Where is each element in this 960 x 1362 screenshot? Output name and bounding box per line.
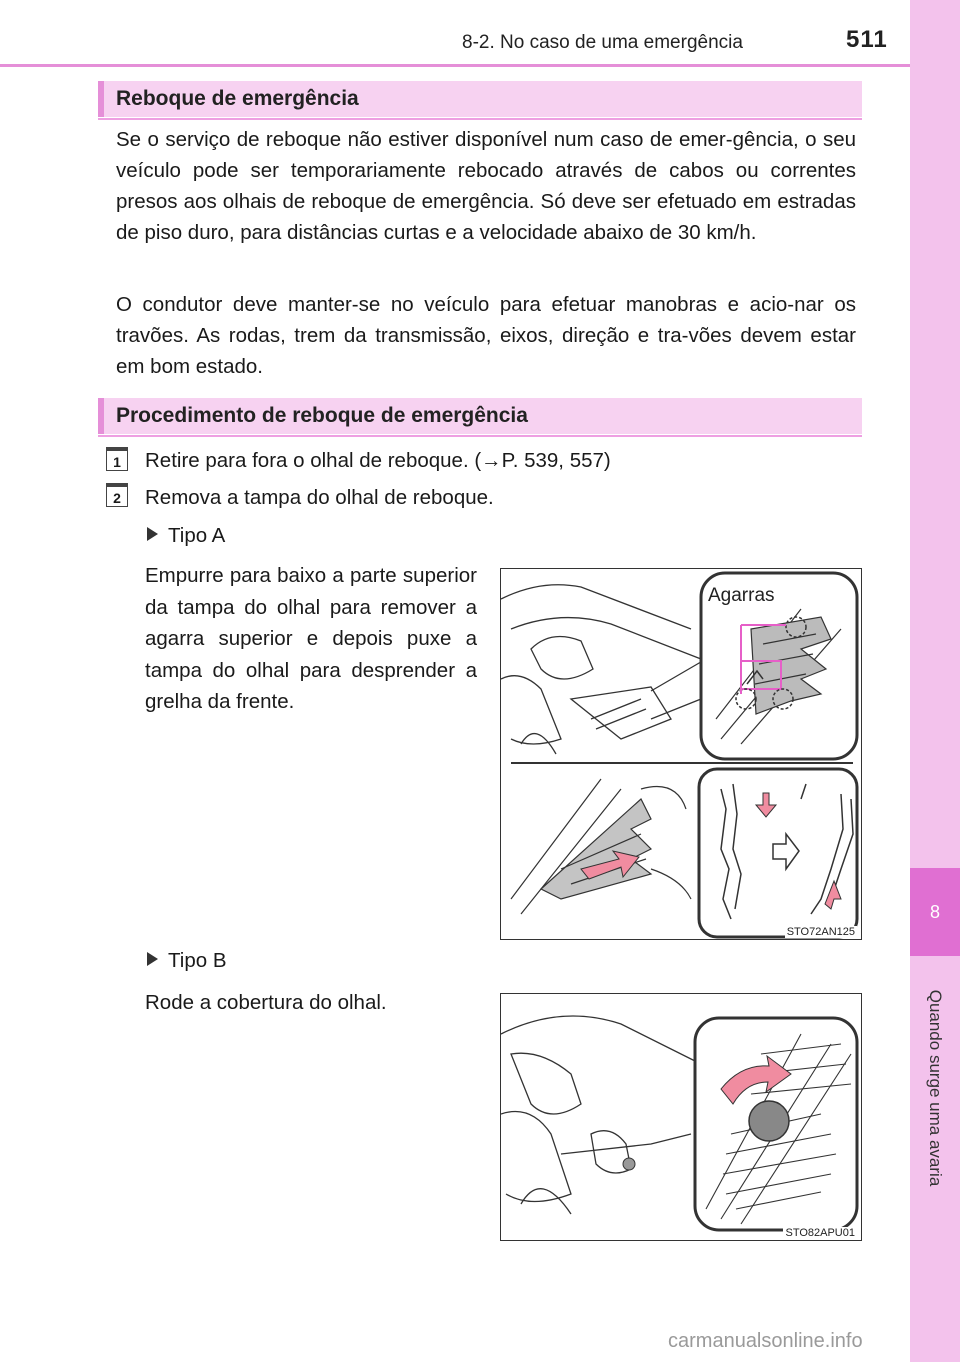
figure-id-type-b: STO82APU01	[785, 1227, 855, 1239]
paragraph-driver-requirements: O condutor deve manter-se no veículo para efetuar manobras e acio-nar os travões. As rodas, trem da transmissão, eixos, direção e tra-vões devem estar em bom estado.	[116, 293, 856, 378]
figure-type-b	[500, 993, 862, 1241]
type-b-instructions: Rode a cobertura do olhal.	[145, 991, 387, 1014]
type-b-illustration	[501, 994, 862, 1241]
type-b-label: Tipo B	[168, 949, 227, 972]
bullet-type-a	[147, 524, 225, 548]
type-a-instructions: Empurre para baixo a parte superior da tampa do olhal para remover a agarra superior e depois puxe a tampa do olhal para desprender a grelha da frente.	[145, 564, 477, 714]
bullet-type-b	[147, 949, 227, 973]
triangle-bullet-icon	[147, 952, 158, 966]
chapter-tab-number: 8	[910, 868, 960, 956]
figure-type-a	[500, 568, 862, 940]
figure-callout-agarras: Agarras	[708, 585, 775, 606]
header-rule	[0, 64, 910, 67]
page-number: 511	[846, 26, 888, 53]
chapter-tab-title: Quando surge uma avaria	[926, 989, 945, 1187]
section-heading-text: Procedimento de reboque de emergência	[116, 404, 528, 427]
step-number-2: 2	[106, 483, 128, 507]
step-text-1: Retire para fora o olhal de reboque. (→P. 539, 557)	[145, 449, 611, 472]
section-heading-text: Reboque de emergência	[116, 87, 359, 110]
paragraph-towing-conditions: Se o serviço de reboque não estiver disponível num caso de emer-gência, o seu veículo pode ser temporariamente rebocado através de cabos ou correntes presos aos olhais de reboque de emergência. Só deve ser efetuado em estradas de piso duro, para distâncias curtas e a velocidade abaixo de 30 km/h.	[116, 128, 856, 244]
step-text-2: Remova a tampa do olhal de reboque.	[145, 486, 494, 509]
section-heading-towing-procedure	[98, 398, 862, 434]
figure-id-type-a: STO72AN125	[786, 926, 855, 938]
step-number-1: 1	[106, 447, 128, 471]
header-section-title: 8-2. No caso de uma emergência	[462, 32, 743, 53]
section-heading-emergency-towing	[98, 81, 862, 117]
watermark-text: carmanualsonline.info	[668, 1330, 863, 1352]
triangle-bullet-icon	[147, 527, 158, 541]
type-a-label: Tipo A	[168, 524, 226, 547]
type-a-illustration	[501, 569, 862, 940]
